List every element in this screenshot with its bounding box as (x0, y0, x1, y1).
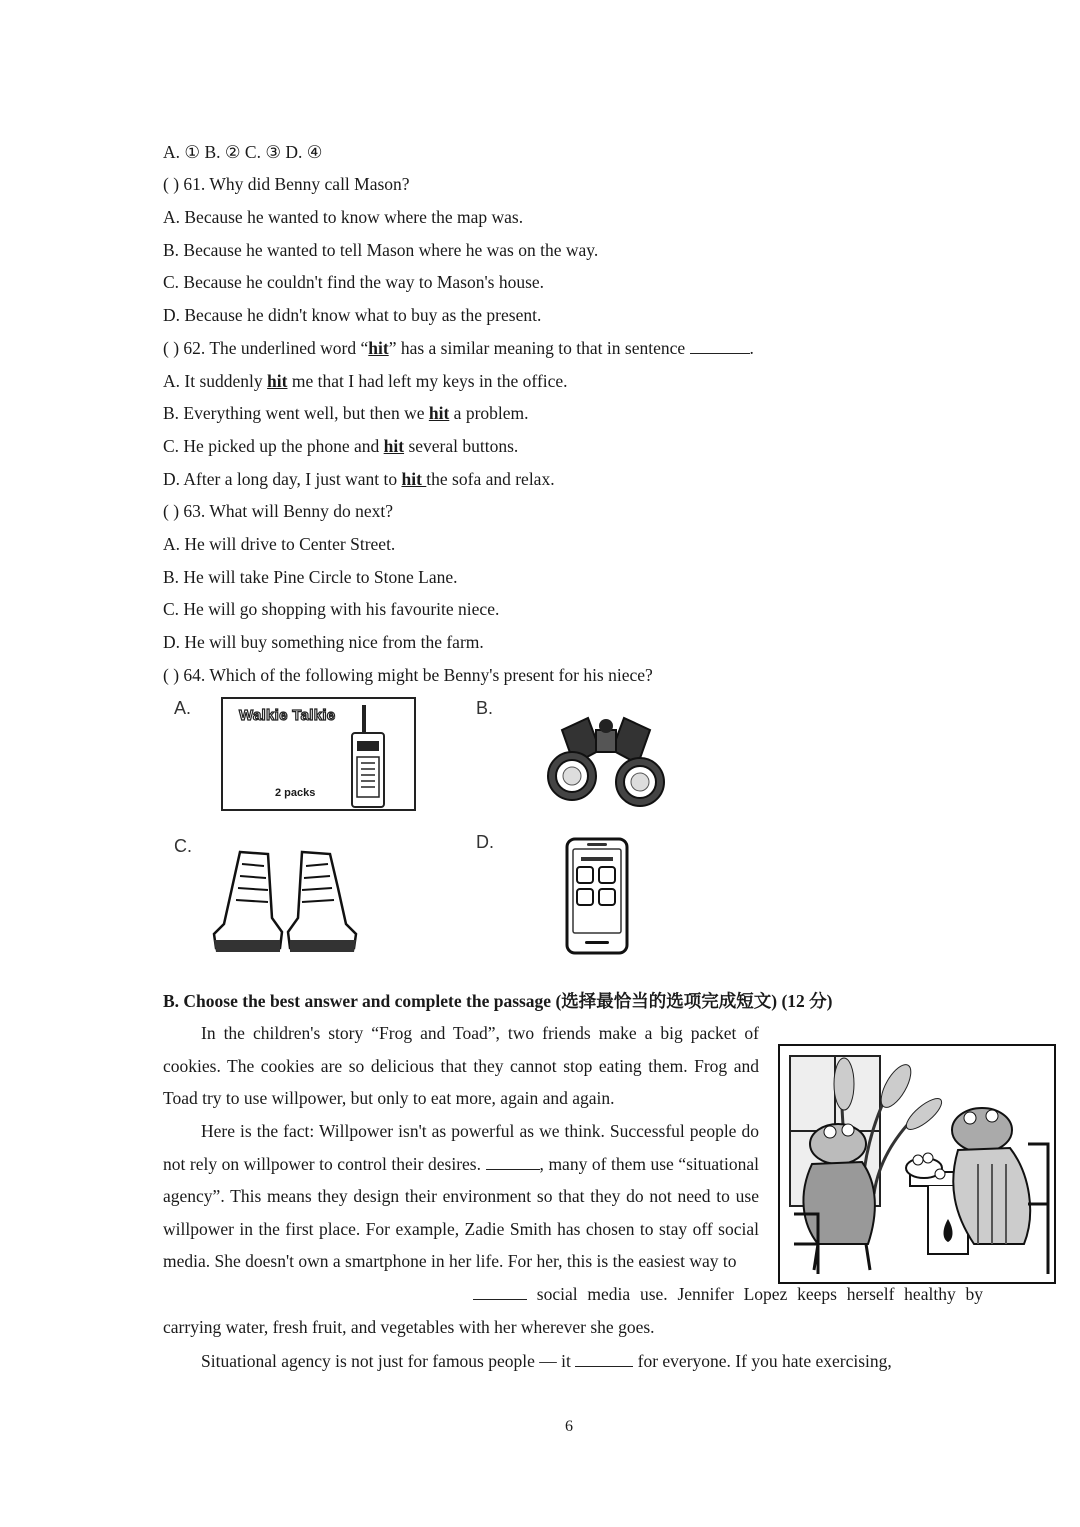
q62-d-post: the sofa and relax. (426, 469, 555, 489)
passage-blank-2[interactable] (473, 1285, 527, 1300)
hiking-boots-icon (210, 848, 360, 960)
q64-stem: ( ) 64. Which of the following might be Benny's present for his niece? (163, 665, 653, 685)
passage-p2-part-c: social media use. Jennifer Lopez keeps herself healthy by carrying water, fresh fruit, and vegetables with her wherever she goes. (163, 1284, 983, 1337)
passage-p3-part-b: for everyone. If you hate exercising, (637, 1351, 892, 1371)
q62-answer-blank[interactable] (690, 339, 750, 354)
passage-blank-1[interactable] (486, 1155, 540, 1170)
walkie-talkie-title: Walkie Talkie (239, 707, 336, 724)
passage-p2-part-a: Here is the fact: Willpower isn't as powerful as we think. Successful people do not rely on willpower to control their desires. (163, 1121, 759, 1174)
passage-p3-part-a: Situational agency is not just for famous people — it (201, 1351, 571, 1371)
q62-c-post: several buttons. (404, 436, 519, 456)
q63-option-a: A. He will drive to Center Street. (163, 534, 396, 554)
q62-option-d (163, 467, 555, 491)
q62-stem (163, 336, 754, 360)
q64-label-a: A. (174, 698, 192, 718)
q60-options: A. ① B. ② C. ③ D. ④ (163, 142, 323, 162)
walkie-talkie-box (221, 697, 416, 811)
q61-option-d: D. Because he didn't know what to buy as the present. (163, 305, 542, 325)
q62-option-a (163, 369, 568, 393)
q64-label-d: D. (476, 832, 494, 852)
q61-stem: ( ) 61. Why did Benny call Mason? (163, 174, 410, 194)
walkie-talkie-packs: 2 packs (275, 787, 316, 799)
q62-option-b (163, 401, 529, 425)
binoculars-icon (544, 710, 668, 812)
q62-underlined-word: hit (368, 338, 389, 358)
passage-paragraph-2 (163, 1115, 759, 1278)
q61-option-a: A. Because he wanted to know where the map was. (163, 207, 524, 227)
q61-option-c: C. Because he couldn't find the way to Mason's house. (163, 272, 545, 292)
passage-blank-3[interactable] (575, 1352, 633, 1367)
q62-option-c (163, 434, 518, 458)
passage-p2-part-b: , many of them use “situational agency”. This means they design their environment so that they do not need to use willpower in the first place. For example, Zadie Smith has chosen to stay off social media. She doesn't own a smartphone in her life. For her, this is the easiest way to (163, 1153, 760, 1272)
q62-b-post: a problem. (449, 403, 529, 423)
passage-paragraph-2-continued (163, 1278, 983, 1343)
section-b-heading: B. Choose the best answer and complete the passage (选择最恰当的选项完成短文) (12 分) (163, 991, 833, 1011)
q62-b-word: hit (428, 403, 450, 423)
passage-paragraph-1: In the children's story “Frog and Toad”, two friends make a big packet of cookies. The cookies are so delicious that they cannot stop eating them. Frog and Toad try to use willpower, but only to eat more, again and again. (163, 1023, 759, 1109)
q62-b-pre: B. Everything went well, but then we (163, 403, 429, 423)
q62-a-word: hit (267, 371, 288, 391)
q62-c-pre: C. He picked up the phone and (163, 436, 384, 456)
q62-d-word: hit (401, 469, 427, 489)
q64-label-c: C. (174, 836, 192, 856)
q61-option-b: B. Because he wanted to tell Mason where he was on the way. (163, 240, 599, 260)
q64-label-b: B. (476, 698, 494, 718)
q62-stem-pre: ( ) 62. The underlined word “ (163, 338, 369, 358)
q63-option-c: C. He will go shopping with his favourite niece. (163, 599, 500, 619)
walkie-talkie-icon (348, 705, 388, 809)
q63-option-b: B. He will take Pine Circle to Stone Lane. (163, 567, 458, 587)
q62-d-pre: D. After a long day, I just want to (163, 469, 402, 489)
q63-stem: ( ) 63. What will Benny do next? (163, 501, 394, 521)
smartphone-icon (565, 837, 629, 955)
q62-a-pre: A. It suddenly (163, 371, 268, 391)
q62-stem-post: ” has a similar meaning to that in sentence (388, 338, 686, 358)
frog-and-toad-illustration (778, 1044, 1056, 1284)
q62-stem-end: . (749, 338, 754, 358)
q62-c-word: hit (383, 436, 405, 456)
passage-paragraph-3 (201, 1349, 892, 1373)
page-number: 6 (565, 1418, 573, 1435)
q63-option-d: D. He will buy something nice from the farm. (163, 632, 484, 652)
q62-a-post: me that I had left my keys in the office. (287, 371, 568, 391)
